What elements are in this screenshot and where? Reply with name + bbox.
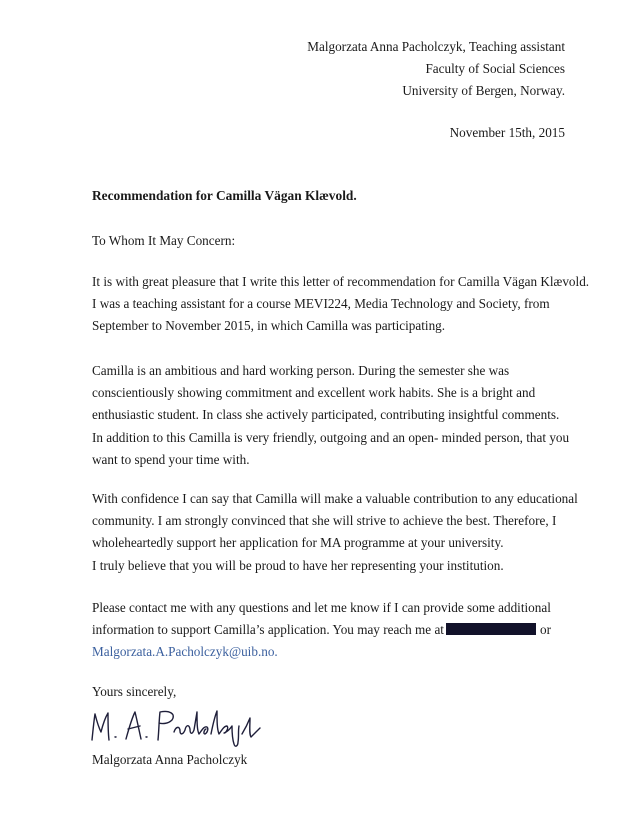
letter-closing: Yours sincerely,: [92, 684, 177, 699]
email-link[interactable]: Malgorzata.A.Pacholczyk@uib.no.: [92, 644, 278, 660]
sender-faculty: Faculty of Social Sciences: [425, 61, 565, 76]
paragraph-line: enthusiastic student. In class she actively participated, contributing insightful comments.: [92, 407, 560, 423]
paragraph-line: wholeheartedly support her application for MA programme at your university.: [92, 535, 504, 551]
letter-date: November 15th, 2015: [449, 125, 565, 140]
paragraph-line: It is with great pleasure that I write this letter of recommendation for Camilla Vägan Klævold.: [92, 274, 590, 289]
redacted-phone-block: [446, 623, 536, 635]
letter-subject: Recommendation for Camilla Vägan Klævold.: [92, 188, 357, 203]
handwritten-signature: [86, 704, 276, 750]
paragraph-line: Please contact me with any questions and let me know if I can provide some additional: [92, 600, 551, 615]
sender-name-title: Malgorzata Anna Pacholczyk, Teaching assistant: [307, 39, 565, 54]
sender-university: University of Bergen, Norway.: [402, 83, 565, 98]
paragraph-line: Camilla is an ambitious and hard working person. During the semester she was: [92, 363, 510, 378]
paragraph-character: [92, 360, 572, 471]
paragraph-line: With confidence I can say that Camilla will make a valuable contribution to any educational: [92, 491, 578, 506]
paragraph-endorsement: [92, 488, 578, 577]
paragraph-line: want to spend your time with.: [92, 451, 250, 467]
paragraph-contact: [92, 597, 572, 664]
paragraph-line: I was a teaching assistant for a course MEVI224, Media Technology and Society, from: [92, 296, 550, 312]
paragraph-line: community. I am strongly convinced that she will strive to achieve the best. Therefore, I: [92, 513, 557, 529]
letter-salutation: To Whom It May Concern:: [92, 233, 236, 248]
paragraph-line: September to November 2015, in which Camilla was participating.: [92, 318, 446, 334]
paragraph-line: I truly believe that you will be proud to have her representing your institution.: [92, 557, 504, 573]
contact-text: information to support Camilla’s application. You may reach me at: [92, 622, 444, 638]
paragraph-line: In addition to this Camilla is very friendly, outgoing and an open- minded person, that you: [92, 429, 570, 445]
signer-name: Malgorzata Anna Pacholczyk: [92, 752, 248, 767]
paragraph-introduction: [92, 271, 590, 338]
paragraph-line-with-redaction: [92, 619, 572, 641]
contact-or-text: or: [539, 622, 551, 638]
paragraph-line: conscientiously showing commitment and excellent work habits. She is a bright and: [92, 385, 536, 401]
sender-address-block: [307, 36, 565, 102]
